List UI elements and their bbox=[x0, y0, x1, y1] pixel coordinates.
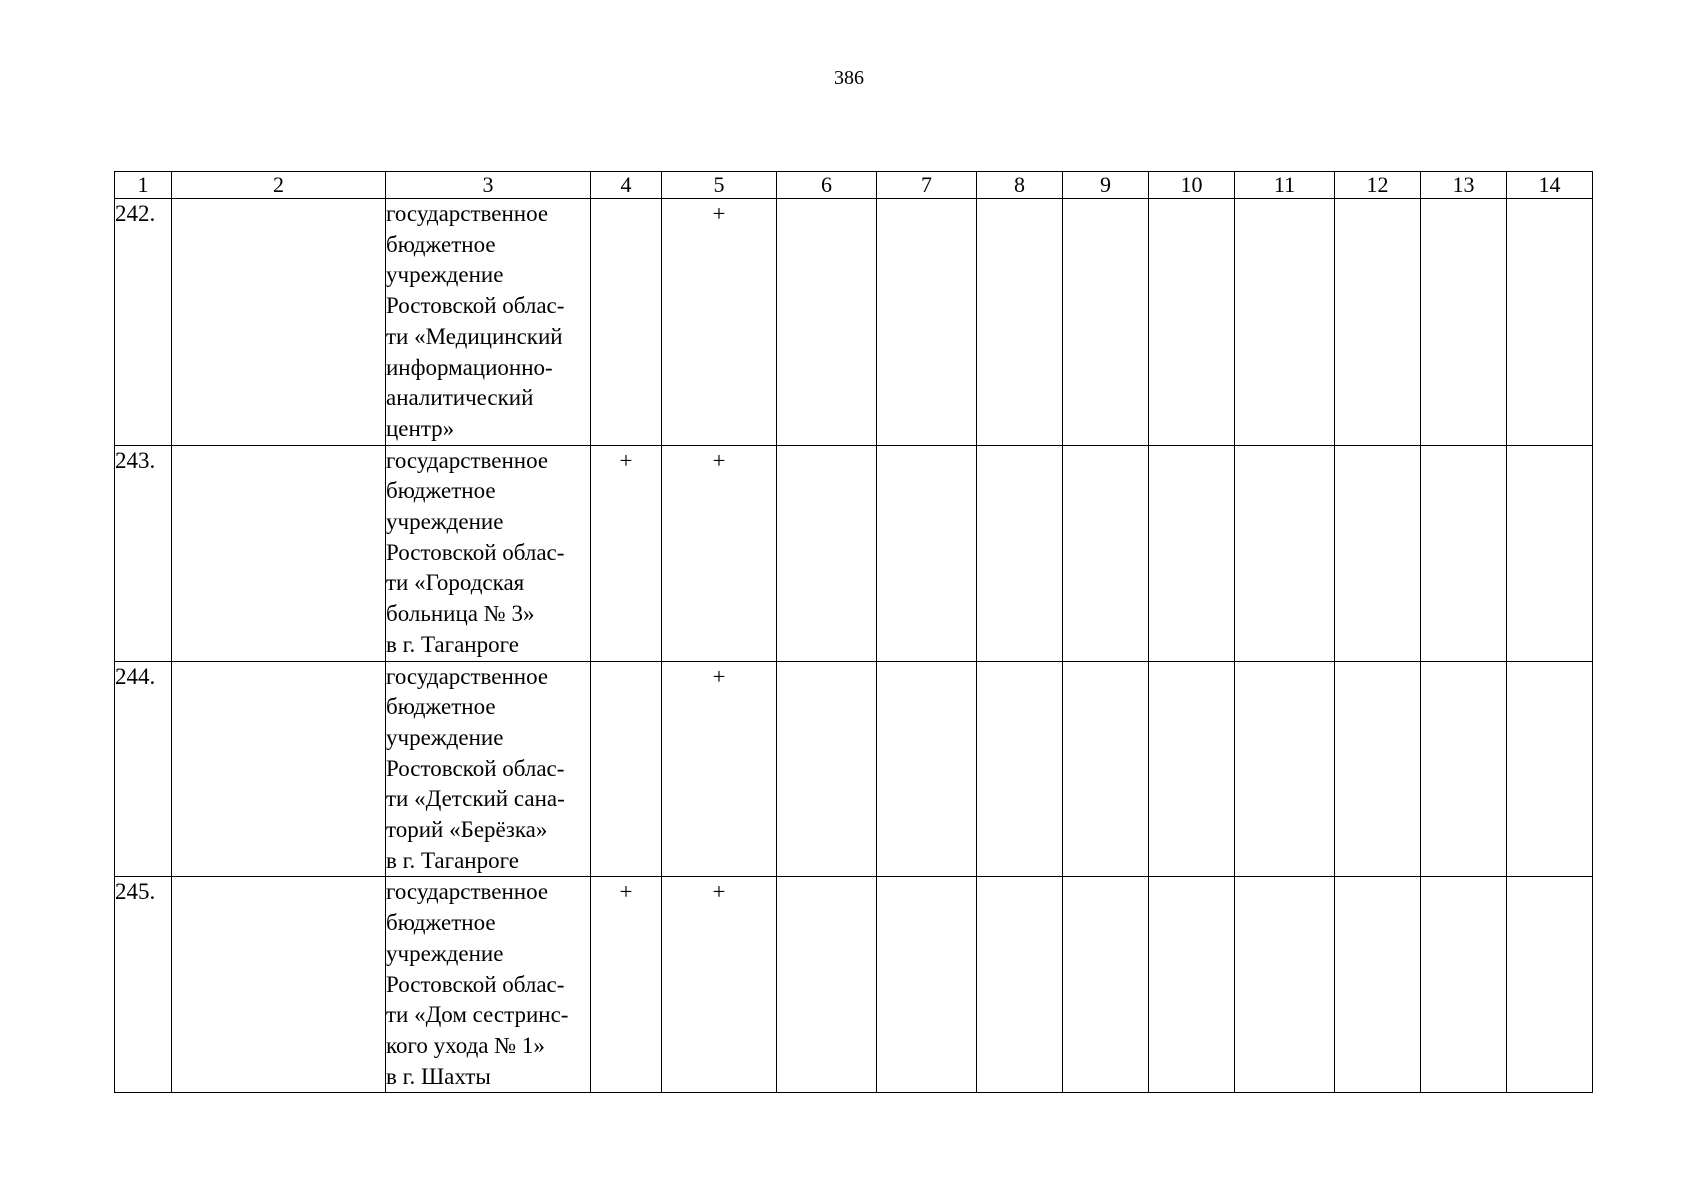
cell-col-8 bbox=[977, 199, 1063, 446]
cell-col-12 bbox=[1335, 199, 1421, 446]
cell-col-4: + bbox=[591, 877, 662, 1093]
cell-col-10 bbox=[1149, 661, 1235, 877]
column-header-1: 1 bbox=[115, 172, 172, 199]
row-number: 242. bbox=[115, 199, 172, 446]
cell-col-7 bbox=[877, 199, 977, 446]
page-number: 386 bbox=[834, 67, 864, 89]
cell-col-2 bbox=[172, 445, 386, 661]
column-header-7: 7 bbox=[877, 172, 977, 199]
cell-col-11 bbox=[1235, 445, 1335, 661]
cell-col-8 bbox=[977, 661, 1063, 877]
column-header-2: 2 bbox=[172, 172, 386, 199]
cell-col-2 bbox=[172, 877, 386, 1093]
cell-col-14 bbox=[1507, 445, 1593, 661]
header-row bbox=[115, 172, 1593, 199]
cell-col-7 bbox=[877, 661, 977, 877]
cell-col-4 bbox=[591, 661, 662, 877]
cell-col-13 bbox=[1421, 661, 1507, 877]
cell-col-4: + bbox=[591, 445, 662, 661]
column-header-9: 9 bbox=[1063, 172, 1149, 199]
institution-name: государственное бюджетное учреждение Ростовской облас- ти «Городская больница № 3» в г. Таганроге bbox=[386, 445, 591, 661]
cell-col-8 bbox=[977, 877, 1063, 1093]
cell-col-9 bbox=[1063, 877, 1149, 1093]
row-number: 245. bbox=[115, 877, 172, 1093]
cell-col-5: + bbox=[662, 445, 777, 661]
cell-col-5: + bbox=[662, 877, 777, 1093]
cell-col-10 bbox=[1149, 877, 1235, 1093]
column-header-4: 4 bbox=[591, 172, 662, 199]
cell-col-9 bbox=[1063, 661, 1149, 877]
cell-col-11 bbox=[1235, 661, 1335, 877]
table-row bbox=[115, 661, 1593, 877]
cell-col-13 bbox=[1421, 445, 1507, 661]
cell-col-2 bbox=[172, 199, 386, 446]
cell-col-13 bbox=[1421, 877, 1507, 1093]
column-header-11: 11 bbox=[1235, 172, 1335, 199]
cell-col-7 bbox=[877, 445, 977, 661]
cell-col-9 bbox=[1063, 199, 1149, 446]
cell-col-14 bbox=[1507, 877, 1593, 1093]
cell-col-12 bbox=[1335, 445, 1421, 661]
table-row bbox=[115, 877, 1593, 1093]
column-header-13: 13 bbox=[1421, 172, 1507, 199]
row-number: 243. bbox=[115, 445, 172, 661]
cell-col-12 bbox=[1335, 661, 1421, 877]
cell-col-4 bbox=[591, 199, 662, 446]
cell-col-6 bbox=[777, 661, 877, 877]
cell-col-10 bbox=[1149, 445, 1235, 661]
table-row bbox=[115, 445, 1593, 661]
column-header-14: 14 bbox=[1507, 172, 1593, 199]
cell-col-11 bbox=[1235, 877, 1335, 1093]
column-header-10: 10 bbox=[1149, 172, 1235, 199]
column-header-6: 6 bbox=[777, 172, 877, 199]
institution-name: государственное бюджетное учреждение Ростовской облас- ти «Детский сана- торий «Берёзка» в г. Таганроге bbox=[386, 661, 591, 877]
column-header-8: 8 bbox=[977, 172, 1063, 199]
column-header-5: 5 bbox=[662, 172, 777, 199]
register-table bbox=[114, 171, 1593, 1093]
cell-col-7 bbox=[877, 877, 977, 1093]
table-row bbox=[115, 199, 1593, 446]
institution-name: государственное бюджетное учреждение Ростовской облас- ти «Медицинский информационно- аналитический центр» bbox=[386, 199, 591, 446]
cell-col-13 bbox=[1421, 199, 1507, 446]
column-header-3: 3 bbox=[386, 172, 591, 199]
institution-name: государственное бюджетное учреждение Ростовской облас- ти «Дом сестринс- кого ухода № 1» в г. Шахты bbox=[386, 877, 591, 1093]
cell-col-6 bbox=[777, 445, 877, 661]
cell-col-8 bbox=[977, 445, 1063, 661]
row-number: 244. bbox=[115, 661, 172, 877]
column-header-12: 12 bbox=[1335, 172, 1421, 199]
cell-col-2 bbox=[172, 661, 386, 877]
cell-col-9 bbox=[1063, 445, 1149, 661]
cell-col-10 bbox=[1149, 199, 1235, 446]
cell-col-6 bbox=[777, 199, 877, 446]
cell-col-12 bbox=[1335, 877, 1421, 1093]
cell-col-5: + bbox=[662, 199, 777, 446]
cell-col-14 bbox=[1507, 199, 1593, 446]
cell-col-5: + bbox=[662, 661, 777, 877]
cell-col-11 bbox=[1235, 199, 1335, 446]
cell-col-6 bbox=[777, 877, 877, 1093]
cell-col-14 bbox=[1507, 661, 1593, 877]
